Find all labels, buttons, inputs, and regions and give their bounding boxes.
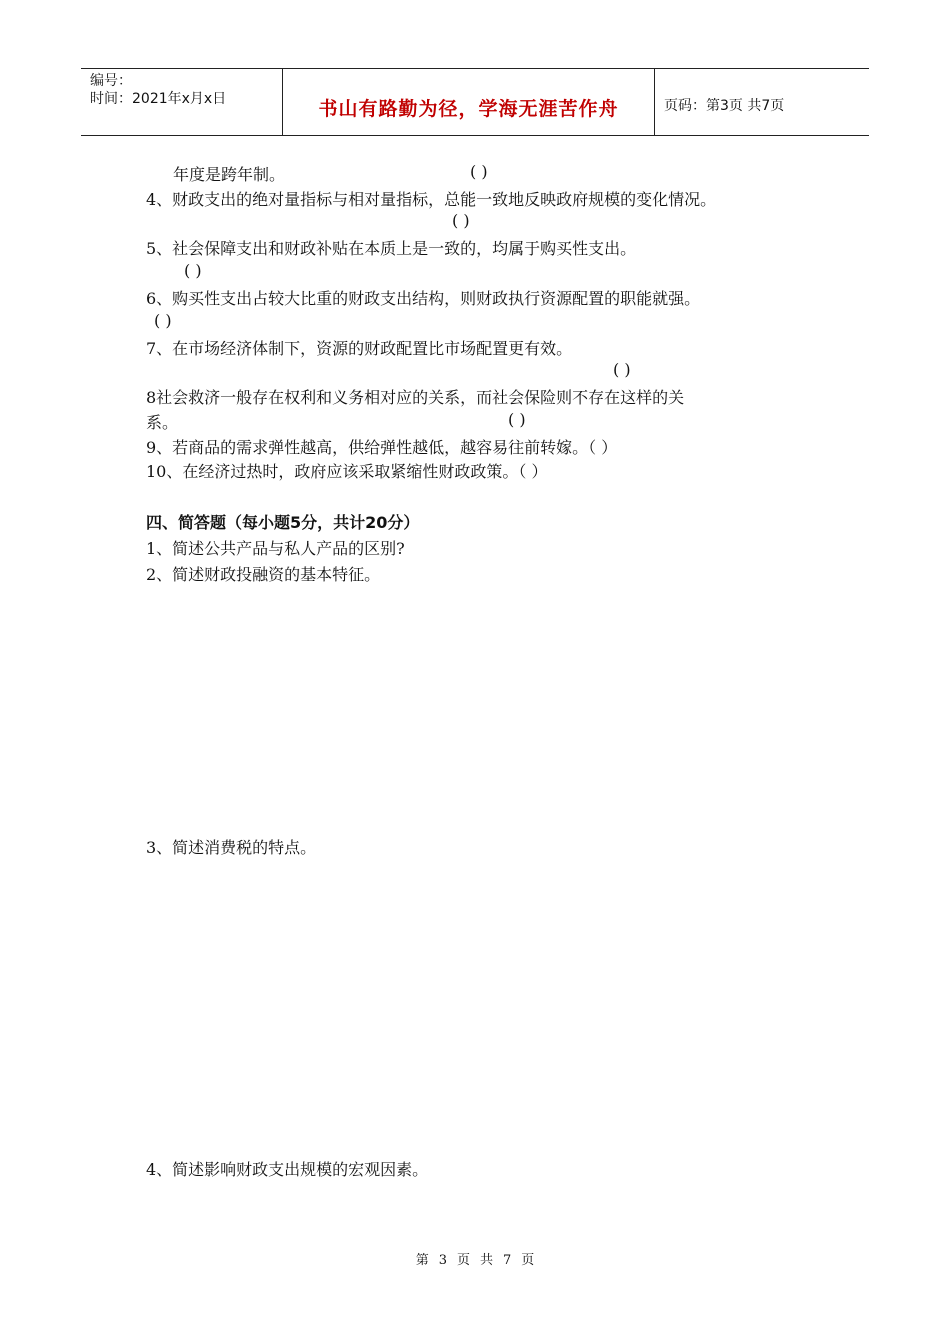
header-date-label: 时间：2021年x月x日: [90, 91, 227, 107]
header-number-label: 编号：: [90, 73, 132, 89]
tf-question-10: 10、在经济过热时，政府应该采取紧缩性财政政策。（ ）: [146, 462, 548, 481]
short-answer-question-2: 2、简述财政投融资的基本特征。: [146, 565, 381, 584]
header-bottom-rule: [81, 135, 869, 136]
short-answer-question-3: 3、简述消费税的特点。: [146, 838, 317, 857]
tf-question-7: 7、在市场经济体制下，资源的财政配置比市场配置更有效。: [146, 339, 573, 358]
short-answer-question-4: 4、简述影响财政支出规模的宏观因素。: [146, 1160, 429, 1179]
header-divider-right: [654, 68, 655, 136]
footer-word: 共: [480, 1253, 494, 1268]
tf-line: 年度是跨年制。: [173, 165, 286, 184]
short-answer-heading: 四、简答题（每小题5分，共计20分）: [146, 513, 420, 532]
tf-answer-blank: ( ): [508, 410, 526, 429]
footer-current-page: 3: [438, 1253, 447, 1268]
tf-question-8: 8社会救济一般存在权利和义务相对应的关系，而社会保险则不存在这样的关: [146, 388, 685, 407]
footer-total-pages: 7: [503, 1253, 512, 1268]
header-top-rule: [81, 68, 869, 69]
tf-answer-blank: ( ): [184, 261, 202, 280]
header-meta: [90, 72, 226, 108]
footer-word: 页: [521, 1253, 535, 1268]
tf-question-9: 9、若商品的需求弹性越高，供给弹性越低，越容易往前转嫁。（ ）: [146, 438, 618, 457]
header-motto: 书山有路勤为径，学海无涯苦作舟: [318, 98, 619, 120]
short-answer-question-1: 1、简述公共产品与私人产品的区别?: [146, 539, 405, 558]
tf-question-6: 6、购买性支出占较大比重的财政支出结构，则财政执行资源配置的职能就强。: [146, 289, 701, 308]
tf-question-8-cont: 系。: [146, 413, 179, 432]
tf-answer-blank: ( ): [470, 162, 488, 181]
header-page-info: 页码：第3页 共7页: [664, 98, 785, 114]
page-footer: [0, 1249, 950, 1268]
footer-word: 第: [415, 1253, 429, 1268]
tf-question-5: 5、社会保障支出和财政补贴在本质上是一致的，均属于购买性支出。: [146, 239, 637, 258]
tf-question-4: 4、财政支出的绝对量指标与相对量指标，总能一致地反映政府规模的变化情况。: [146, 190, 717, 209]
tf-answer-blank: ( ): [613, 360, 631, 379]
tf-answer-blank: ( ): [154, 311, 172, 330]
tf-answer-blank: ( ): [452, 211, 470, 230]
footer-word: 页: [456, 1253, 470, 1268]
